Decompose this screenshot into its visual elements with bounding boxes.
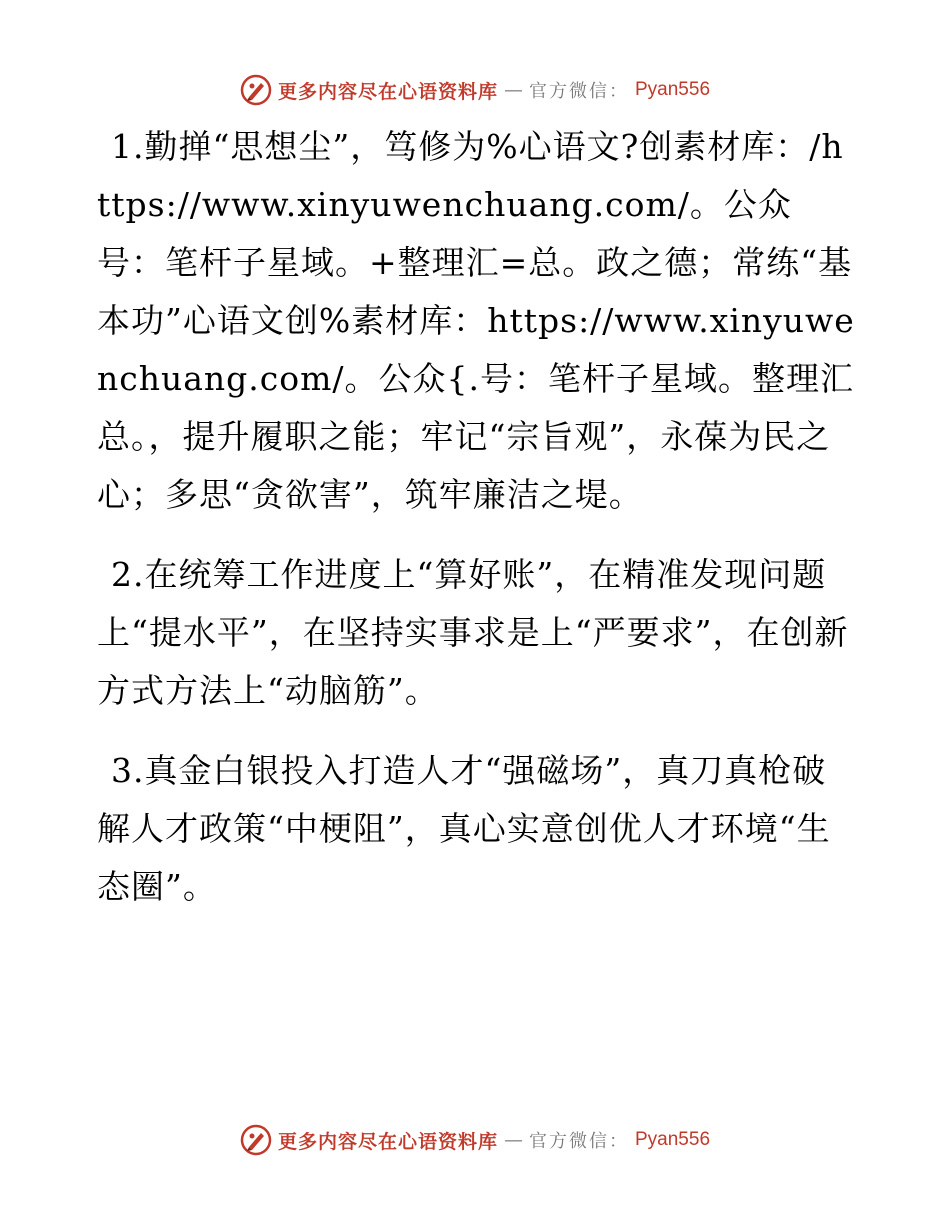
- paragraph-3: 3.真金白银投入打造人才“强磁场”，真刀真枪破解人才政策“中梗阻”，真心实意创优人才环境“生态圈”。: [97, 751, 831, 906]
- pen-logo-icon: [240, 74, 272, 106]
- watermark-wechat-id: Pyan556: [635, 1129, 711, 1150]
- paragraph-1: 1.勤掸“思想尘”，笃修为%心语文?创素材库：/https://www.xinyuwenchuang.com/。公众号：笔杆子星域。+整理汇=总。政之德；常练“基本功”心语文创%素材库：https://www.xinyuwenchuang.com/。公众{.号：笔杆子星域。整理汇总。，提升履职之能；牢记“宗旨观”，永葆为民之心；多思“贪欲害”，筑牢廉洁之堤。: [97, 127, 855, 514]
- paragraph-2: 2.在统筹工作进度上“算好账”，在精准发现问题上“提水平”，在坚持实事求是上“严要求”，在创新方式方法上“动脑筋”。: [97, 555, 849, 710]
- watermark-wechat-id: Pyan556: [635, 79, 711, 100]
- watermark-dash: —: [504, 1129, 523, 1151]
- watermark-tagline: 更多内容尽在心语资料库: [277, 80, 498, 103]
- pen-logo-icon: [240, 1124, 272, 1156]
- watermark-tagline: 更多内容尽在心语资料库: [277, 1130, 498, 1153]
- footer-watermark: [0, 1120, 950, 1160]
- watermark-dash: —: [504, 79, 523, 101]
- watermark-official-label: 官方微信：: [529, 1131, 629, 1152]
- header-watermark: [0, 70, 950, 110]
- document-body: [97, 118, 857, 938]
- watermark-official-label: 官方微信：: [529, 81, 629, 102]
